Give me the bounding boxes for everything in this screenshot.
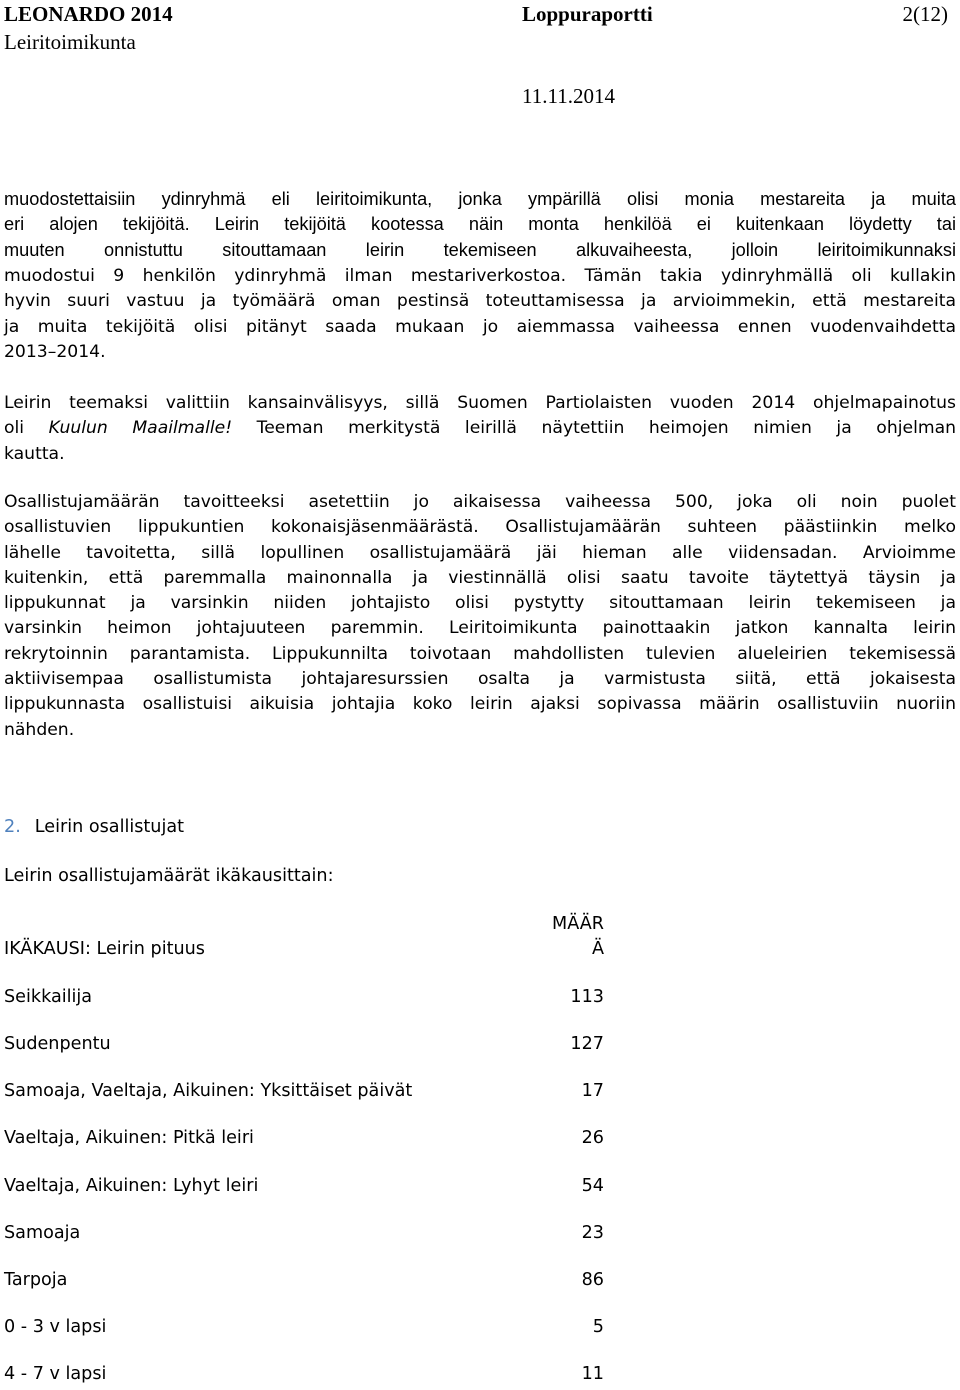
row-count: 113 (570, 987, 604, 1007)
table-caption: Leirin osallistujamäärät ikäkausittain: (4, 866, 334, 886)
paragraph-line: aktiivisempaa osallistumista johtajaresurssien osalta ja varmistusta siitä, että jokaisesta (4, 669, 956, 690)
section-number: 2. (4, 817, 21, 837)
theme-prefix: oli (4, 418, 49, 439)
row-count: 26 (581, 1128, 604, 1148)
header-page-number: 2(12) (902, 2, 948, 26)
paragraph-line: Osallistujamäärän tavoitteeksi asetettiin jo aikaisessa vaiheessa 500, joka oli noin puolet (4, 492, 956, 512)
paragraph-line (4, 416, 956, 441)
row-age-group: Vaeltaja, Aikuinen: Lyhyt leiri (4, 1176, 259, 1196)
paragraph-organization (4, 264, 956, 365)
paragraph-line: rekrytoinnin parantamista. Lippukunnilta toivotaan mahdollisten tulevien alueleirien tekemisessä (4, 643, 956, 664)
paragraph-line: 2013–2014. (4, 341, 106, 362)
paragraph-line: nähden. (4, 719, 75, 740)
table-row (4, 1034, 604, 1060)
row-age-group: Samoaja, Vaeltaja, Aikuinen: Yksittäiset päivät (4, 1081, 413, 1101)
intro-line-2: eri alojen tekijöitä. Leirin tekijöitä kootessa näin monta henkilöä ei kuitenkaan löydetty tai (4, 214, 956, 235)
section-title: Leirin osallistujat (34, 817, 185, 837)
paragraph-line: lähelle tavoitetta, sillä lopullinen osallistujamäärä jäi hieman alle viidensadan. Arvioimme (4, 542, 956, 563)
intro-line-3: muuten onnistuttu sitouttamaan leirin tekemiseen alkuvaiheesta, jolloin leiritoimikunnaksi (4, 239, 956, 260)
header-doc-title: Loppuraportti (522, 2, 653, 26)
row-age-group: 4 - 7 v lapsi (4, 1364, 107, 1384)
paragraph-line: kautta. (4, 443, 65, 464)
paragraph-participants-goal (4, 490, 956, 743)
row-count: 11 (581, 1364, 604, 1384)
row-count: 23 (581, 1223, 604, 1243)
table-row (4, 1081, 604, 1107)
row-age-group: Seikkailija (4, 987, 93, 1007)
row-count: 5 (592, 1317, 604, 1337)
paragraph-line: kuitenkin, että paremmalla mainonnalla ja viestinnällä olisi saatu tavoite täytettyä täysin ja (4, 567, 956, 588)
row-count: 17 (581, 1081, 604, 1101)
row-age-group: Sudenpentu (4, 1034, 111, 1054)
intro-line-1: muodostettaisiin ydinryhmä eli leiritoimikunta, jonka ympärillä olisi monia mestareita ja muita (4, 189, 956, 209)
table-row (4, 987, 604, 1013)
header-date: 11.11.2014 (522, 84, 615, 108)
row-age-group: 0 - 3 v lapsi (4, 1317, 107, 1337)
table-row (4, 1223, 604, 1249)
table-row (4, 1317, 604, 1343)
row-age-group: Tarpoja (4, 1270, 68, 1290)
table-row (4, 1128, 604, 1154)
table-header-row (4, 939, 604, 965)
row-count: 127 (570, 1034, 604, 1054)
table-header-count-bottom: Ä (591, 939, 604, 959)
header-author: Leiritoimikunta (4, 30, 136, 54)
row-count: 54 (581, 1176, 604, 1196)
header-program: LEONARDO 2014 (4, 2, 173, 26)
paragraph-line: hyvin suuri vastuu ja työmäärä oman pestinsä toteuttamisessa ja arvioimmekin, että mestareita (4, 291, 956, 312)
table-row (4, 1270, 604, 1296)
theme-suffix: Teeman merkitystä leirillä näytettiin heimojen nimien ja ohjelman (232, 418, 957, 439)
paragraph-line: Leirin teemaksi valittiin kansainvälisyys, sillä Suomen Partiolaisten vuoden 2014 ohjelmapainotus (4, 393, 956, 413)
row-count: 86 (581, 1270, 604, 1290)
row-age-group: Vaeltaja, Aikuinen: Pitkä leiri (4, 1128, 254, 1148)
paragraph-line: muodostui 9 henkilön ydinryhmä ilman mestariverkostoa. Tämän takia ydinryhmällä oli kullakin (4, 266, 956, 286)
paragraph-line: lippukunnat ja varsinkin niiden johtajisto olisi pystytty sitouttamaan leirin tekemiseen ja (4, 593, 956, 614)
paragraph-line: varsinkin heimon johtajuuteen paremmin. Leiritoimikunta painottaakin jatkon kannalta leirin (4, 618, 956, 639)
table-row (4, 1176, 604, 1202)
table-header-age-group: IKÄKAUSI: Leirin pituus (4, 939, 205, 959)
paragraph-line: lippukunnasta osallistuisi aikuisia johtajia koko leirin ajaksi sopivassa määrin osallistuviin nuoriin (4, 694, 956, 715)
theme-name: Kuulun Maailmalle! (48, 418, 233, 439)
section-heading (4, 817, 184, 837)
paragraph-theme (4, 391, 956, 467)
table-header-count-top: MÄÄR (552, 914, 604, 934)
table-row (4, 1364, 604, 1390)
row-age-group: Samoaja (4, 1223, 81, 1243)
paragraph-line: ja muita tekijöitä olisi pitänyt saada mukaan jo aiemmassa vaiheessa ennen vuodenvaihdetta (4, 316, 956, 337)
paragraph-line: osallistuvien lippukuntien kokonaisjäsenmäärästä. Osallistujamäärän suhteen päästiinkin melko (4, 517, 956, 538)
